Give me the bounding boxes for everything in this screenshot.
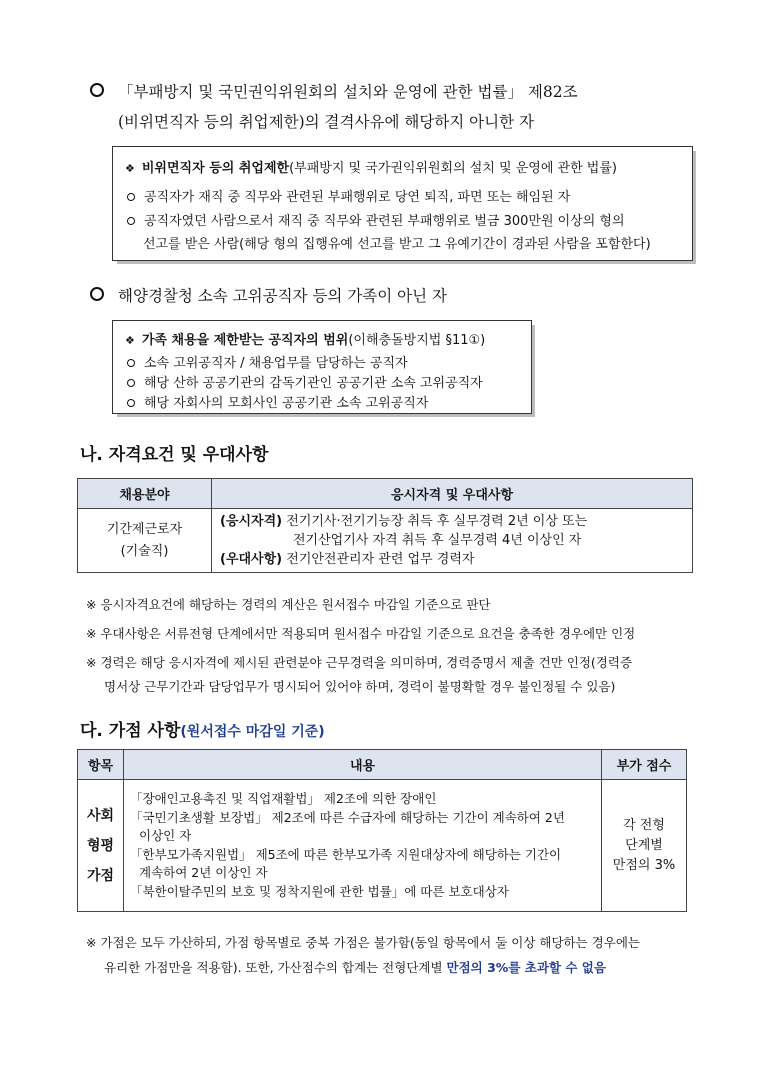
table-header-cell: 채용분야	[78, 479, 212, 509]
table-row	[78, 780, 687, 912]
content-cell: 「장애인고용촉진 및 직업재활법」 제2조에 의한 장애인 「국민기초생활 보장법」 제2조에 따른 수급자에 해당하는 기간이 계속하여 2년 이상인 자 「한부모가족지원법」 제5조에 따른 한부모가족 지원대상자에 해당하는 기간이 계속하여 2년 이상인 자 「북한이탈주민의 보호 및 정착지원에 관한 법률」에 따른 보호대상자	[124, 780, 602, 912]
box2-item: 해당 자회사의 모회사인 공공기관 소속 고위공직자	[127, 392, 428, 411]
section-da-title-suffix: (원서접수 마감일 기준)	[180, 724, 325, 740]
box1-item: 공직자였던 사람으로서 재직 중 직무와 관련된 부패행위로 벌금 300만원 이상의 형의	[127, 210, 625, 229]
diamond-bullet-icon: ❖	[125, 334, 135, 347]
table-header-row	[78, 750, 687, 780]
note: ※ 경력은 해당 응시자격에 제시된 관련분야 근무경력을 의미하며, 경력증명서 제출 건만 인정(경력증	[86, 655, 633, 670]
qualification-table	[77, 478, 693, 573]
section-da-title: 다. 가점 사항(원서접수 마감일 기준)	[80, 721, 325, 741]
table-header-cell: 부가 점수	[602, 750, 687, 780]
score-cell: 각 전형 단계별 만점의 3%	[602, 780, 687, 912]
diamond-bullet-icon: ❖	[125, 162, 135, 175]
field-cell	[78, 509, 212, 573]
table-row	[78, 509, 693, 573]
table-header-row	[78, 479, 693, 509]
qual-label: (응시자격)	[220, 514, 283, 529]
bonus-table	[77, 749, 687, 912]
circle-bullet-icon	[90, 83, 104, 97]
box2	[112, 320, 532, 414]
circle-bullet-icon	[90, 287, 104, 301]
note: ※ 응시자격요건에 해당하는 경력의 계산은 원서접수 마감일 기준으로 판단	[86, 597, 491, 612]
highlight-text: 만점의 3%를 초과할 수 없음	[446, 960, 606, 975]
table-header-cell: 항목	[78, 750, 124, 780]
field-subname: (기술직)	[120, 543, 169, 559]
box1-heading: ❖ 비위면직자 등의 취업제한(부패방지 및 국가권익위원회의 설치 및 운영에 관한 법률)	[125, 161, 617, 176]
note: ※ 가점은 모두 가산하되, 가점 항목별로 중복 가점은 불가함(동일 항목에서 둘 이상 해당하는 경우에는	[86, 935, 640, 950]
box2-item: 해당 산하 공공기관의 감독기관인 공공기관 소속 고위공직자	[127, 372, 483, 391]
small-circle-bullet-icon	[127, 217, 135, 225]
box1-item-continued: 선고를 받은 사람(해당 형의 집행유예 선고를 받고 그 유예기간이 경과된 사람을 포함한다)	[143, 237, 651, 252]
note-continued: 유리한 가점만을 적용함). 또한, 가산점수의 합계는 전형단계별 만점의 3%를 초과할 수 없음	[104, 960, 606, 975]
table-header-cell: 응시자격 및 우대사항	[212, 479, 693, 509]
small-circle-bullet-icon	[127, 193, 135, 201]
box1	[112, 146, 693, 261]
small-circle-bullet-icon	[127, 399, 135, 407]
pref-label: (우대사항)	[220, 552, 283, 567]
field-name: 기간제근로자	[106, 521, 183, 537]
table-header-cell: 내용	[124, 750, 602, 780]
item1-line1: 「부패방지 및 국민권익위원회의 설치와 운영에 관한 법률」 제82조	[90, 80, 578, 102]
box2-item: 소속 고위공직자 / 채용업무를 담당하는 공직자	[127, 352, 408, 371]
item1-line2: (비위면직자 등의 취업제한)의 결격사유에 해당하지 아니한 자	[118, 113, 534, 131]
qualification-cell	[212, 509, 693, 573]
small-circle-bullet-icon	[127, 359, 135, 367]
section-na-title: 나. 자격요건 및 우대사항	[80, 445, 269, 465]
qual-line: (응시자격) 전기기사·전기기능장 취득 후 실무경력 2년 이상 또는	[220, 514, 588, 529]
box1-item: 공직자가 재직 중 직무와 관련된 부패행위로 당연 퇴직, 파면 또는 해임된 자	[127, 186, 570, 205]
item2-line1: 해양경찰청 소속 고위공직자 등의 가족이 아닌 자	[90, 284, 447, 306]
small-circle-bullet-icon	[127, 379, 135, 387]
note: ※ 우대사항은 서류전형 단계에서만 적용되며 원서접수 마감일 기준으로 요건을 충족한 경우에만 인정	[86, 626, 636, 641]
note-continued: 명서상 근무기간과 담당업무가 명시되어 있어야 하며, 경력이 불명확할 경우 불인정될 수 있음)	[104, 679, 616, 694]
qual-line-continued: 전기산업기사 자격 취득 후 실무경력 4년 이상인 자	[293, 533, 582, 548]
box2-heading: ❖ 가족 채용을 제한받는 공직자의 범위(이해충돌방지법 §11①)	[125, 333, 486, 348]
pref-line: (우대사항) 전기안전관리자 관련 업무 경력자	[220, 552, 475, 567]
item-cell: 사회 형평 가점	[78, 780, 124, 912]
